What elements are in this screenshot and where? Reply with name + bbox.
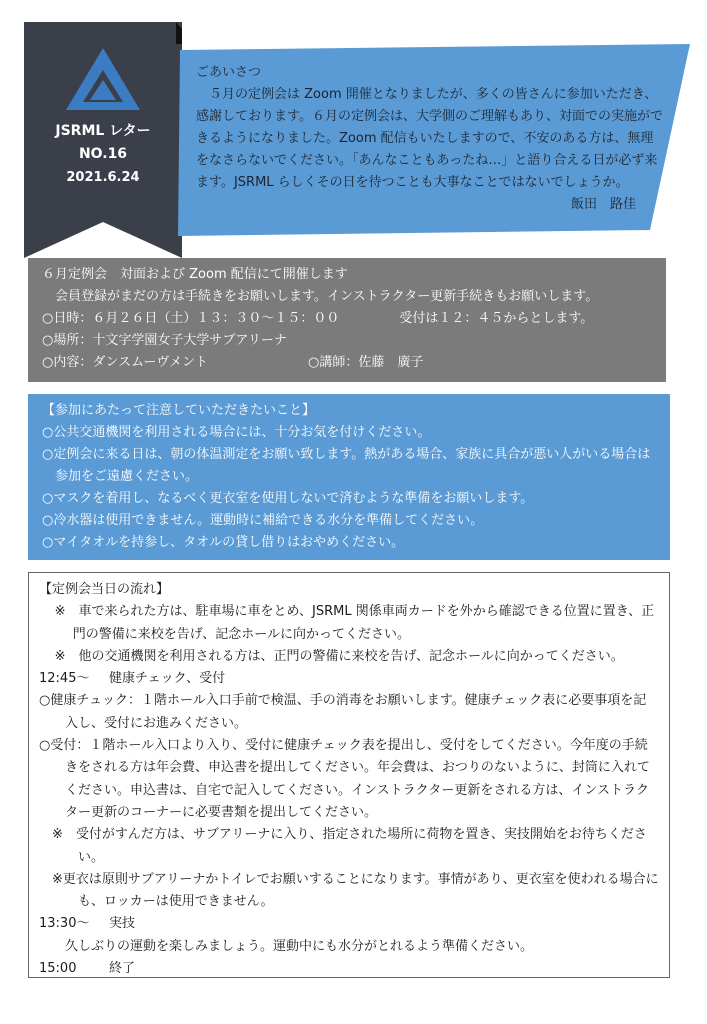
meeting-title: ６月定例会 対面および Zoom 配信にて開催します [42,267,348,282]
flow-changing-note: ※更衣は原則サブアリーナかトイレでお願いすることになります。事情があり、更衣室を使われる場合にも、ロッカーは使用できません。 [52,871,659,910]
flow-transit-note: ※ 他の交通機関を利用される方は、正門の警備に来校を告げ、記念ホールに向かってください。 [54,648,624,664]
flow-label: 終了 [109,961,136,977]
newsletter-number: NO.16 [78,146,128,162]
flow-time: 15:00 [39,961,77,977]
flow-1500-row [39,958,659,980]
day-flow-box [28,572,670,978]
greeting-heading: ごあいさつ [196,65,262,80]
notes-item: ○マイタオルを持参し、タオルの貸し借りはおやめください。 [42,535,405,550]
meeting-place: ○場所：十文字学園女子大学サブアリーナ [42,333,287,348]
flow-1330-row [39,913,659,935]
flow-1245-row [39,668,659,690]
flow-after-reception: ※ 受付がすんだ方は、サブアリーナに入り、指定された場所に荷物を置き、実技開始をお待ちください。 [52,827,647,865]
meeting-datetime-row [42,308,652,330]
flow-time: 13:30～ [39,916,90,932]
flow-label: 健康チェック、受付 [109,671,226,687]
flow-car-note: ※ 車で来られた方は、駐車場に車をとめ、JSRML 関係車両カードを外から確認できる位置に置き、正門の警備に来校を告げ、記念ホールに向かってください。 [54,604,655,642]
flow-time: 12:45～ [39,671,90,687]
newsletter-date: 2021.6.24 [66,170,140,185]
flow-practice-note: 久しぶりの運動を楽しみましょう。運動中にも水分がとれるよう準備ください。 [65,938,534,954]
greeting-body: ５月の定例会は Zoom 開催となりましたが、多くの皆さんに参加いただき、感謝しております。６月の定例会は、大学側のご理解もあり、対面での実施ができるようになりました。Zoom 配信もいたしますので、不安のある方は、無理をなさらないでください。「あんなこともあったね…」と語り合える日が必ず来ます。JSRML らしくその日を待つことも大事なことではないでしょうか。 飯田 路佳 [196,84,666,194]
notes-item: ○定例会に来る日は、朝の体温測定をお願い致します。熱がある場合、家族に具合が悪い人がいる場合は参加をご遠慮ください。 [42,447,651,484]
greeting-section [196,62,666,216]
meeting-notice: 会員登録がまだの方は手続きをお願いします。インストラクター更新手続きもお願いします。 [55,289,599,304]
meeting-datetime: ○日時：６月２６日（土）１３：３０～１５：００ [42,311,340,326]
meeting-instructor: ○講師：佐藤 廣子 [308,355,424,370]
flow-label: 実技 [109,916,136,932]
notes-item: ○マスクを着用し、なるべく更衣室を使用しないで済むような準備をお願いします。 [42,491,534,506]
meeting-content-row [42,352,652,374]
notes-title: 【参加にあたって注意していただきたいこと】 [42,403,316,418]
notes-box [28,394,670,560]
meeting-reception: 受付は１２：４５からとします。 [399,311,594,326]
meeting-content: ○内容：ダンスムーヴメント [42,355,209,370]
flow-title: 【定例会当日の流れ】 [39,582,170,597]
meeting-info-box [28,258,666,382]
newsletter-title: JSRML レター [55,123,151,139]
flow-health-check: ○健康チュック：１階ホール入口手前で検温、手の消毒をお願いします。健康チェック表に必要事項を記入し、受付にお進みください。 [39,693,647,731]
notes-item: ○公共交通機関を利用される場合には、十分お気を付けください。 [42,425,431,440]
greeting-signature: 飯田 路佳 [570,197,636,212]
flow-reception: ○受付：１階ホール入口より入り、受付に健康チェック表を提出し、受付をしてください。今年度の手続きをされる方は年会費、申込書を提出してください。年会費は、おつりのないように、封筒に入れてください。申込書は、自宅で記入してください。インストラクター更新をされる方は、インストラクター更新のコーナーに必要書類を提出してください。 [39,738,650,820]
notes-item: ○冷水器は使用できません。運動時に補給できる水分を準備してください。 [42,513,484,528]
